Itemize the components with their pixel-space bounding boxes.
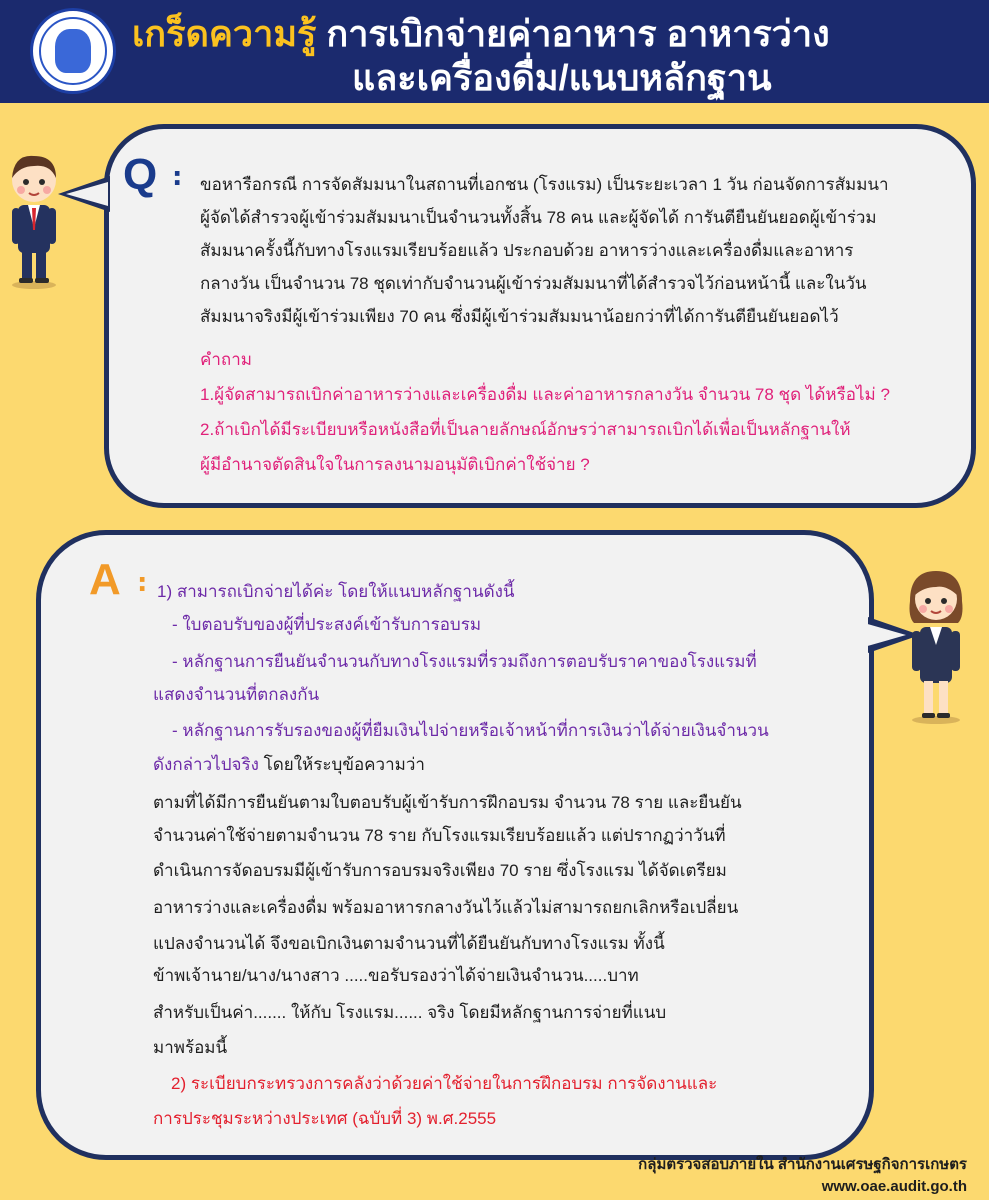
office-seal-logo [30,8,116,94]
question-label: Q [123,150,158,199]
answer-item-1: 1) สามารถเบิกจ่ายได้ค่ะ โดยให้แนบหลักฐานดังนี้ [157,582,515,601]
answer-evidence-2: - หลักฐานการยืนยันจำนวนกับทางโรงแรมที่รวมถึงการตอบรับราคาของโรงแรมที่ [172,652,757,671]
answer-statement-line-1: ตามที่ได้มีการยืนยันตามใบตอบรับผู้เข้ารับการฝึกอบรม จำนวน 78 ราย และยืนยัน [153,793,742,812]
seal-emblem [55,29,91,73]
answer-statement-line-7: สำหรับเป็นค่า....... ให้กับ โรงแรม...... จริง โดยมีหลักฐานการจ่ายที่แนบ [153,1003,667,1022]
answer-statement-line-3: ดำเนินการจัดอบรมมีผู้เข้ารับการอบรมจริงเพียง 70 ราย ซึ่งโรงแรม ได้จัดเตรียม [153,861,727,880]
question-bubble-tail-fill [66,182,108,206]
answer-statement-line-6: ข้าพเจ้านาย/นาง/นางสาว .....ขอรับรองว่าได้จ่ายเงินจำนวน.....บาท [153,966,639,985]
question-line-2: ผู้จัดได้สำรวจผู้เข้าร่วมสัมมนาเป็นจำนวนทั้งสิ้น 78 คน และผู้จัดได้ การันตียืนยันยอดผู้เข้าร่วม [200,208,877,227]
page-title-line2: และเครื่องดื่ม/แนบหลักฐาน [352,57,772,98]
title-keyword: เกร็ดความรู้ [132,13,317,54]
question-line-5: สัมมนาจริงมีผู้เข้าร่วมเพียง 70 คน ซึ่งมีผู้เข้าร่วมสัมมนาน้อยกว่าที่ได้การันตียืนยันยอดไว้ [200,307,839,326]
question-item-2: 2.ถ้าเบิกได้มีระเบียบหรือหนังสือที่เป็นลายลักษณ์อักษรว่าสามารถเบิกได้เพื่อเป็นหลักฐานให้ [200,420,851,439]
answer-label: A [89,555,121,604]
question-line-3: สัมมนาครั้งนี้กับทางโรงแรมเรียบร้อยแล้ว ประกอบด้วย อาหารว่างและเครื่องดื่มและอาหาร [200,241,854,260]
page-title [132,12,972,56]
question-item-2-cont: ผู้มีอำนาจตัดสินใจในการลงนามอนุมัติเบิกค่าใช้จ่าย ? [200,455,590,474]
answer-bubble-tail-fill [864,623,906,647]
question-line-4: กลางวัน เป็นจำนวน 78 ชุดเท่ากับจำนวนผู้เข้าร่วมสัมมนาที่ได้สำรวจไว้ก่อนหน้านี้ และในวัน [200,274,867,293]
answer-regulation-line-2: การประชุมระหว่างประเทศ (ฉบับที่ 3) พ.ศ.2555 [153,1109,497,1128]
answer-evidence-3-end: ดังกล่าวไปจริง [153,755,259,774]
answer-statement-line-8: มาพร้อมนี้ [153,1038,228,1057]
businessman-character-icon [4,150,64,290]
question-item-1: 1.ผู้จัดสามารถเบิกค่าอาหารว่างและเครื่องดื่ม และค่าอาหารกลางวัน จำนวน 78 ชุด ได้หรือไม่ ? [200,385,890,404]
answer-statement-line-4: อาหารว่างและเครื่องดื่ม พร้อมอาหารกลางวันไว้แล้วไม่สามารถยกเลิกหรือเปลี่ยน [153,898,739,917]
footer-website-link[interactable]: www.oae.audit.go.th [821,1178,967,1195]
question-colon: : [172,162,183,192]
answer-regulation-line-1: 2) ระเบียบกระทรวงการคลังว่าด้วยค่าใช้จ่ายในการฝึกอบรม การจัดงานและ [171,1074,718,1093]
answer-statement-line-2: จำนวนค่าใช้จ่ายตามจำนวน 78 ราย กับโรงแรมเรียบร้อยแล้ว แต่ปรากฏว่าวันที่ [153,826,726,845]
footer-organization: กลุ่มตรวจสอบภายใน สำนักงานเศรษฐกิจการเกษตร [638,1156,967,1173]
question-line-1: ขอหารือกรณี การจัดสัมมนาในสถานที่เอกชน (โรงแรม) เป็นระยะเวลา 1 วัน ก่อนจัดการสัมมนา [200,175,889,194]
title-main: การเบิกจ่ายค่าอาหาร อาหารว่าง [326,13,830,54]
answer-statement-line-5: แปลงจำนวนได้ จึงขอเบิกเงินตามจำนวนที่ได้ยืนยันกับทางโรงแรม ทั้งนี้ [153,934,665,953]
businesswoman-character-icon [902,565,970,725]
answer-evidence-3-cont [153,750,425,780]
answer-evidence-2-cont: แสดงจำนวนที่ตกลงกัน [153,685,320,704]
answer-colon: : [137,568,148,598]
answer-instruction: โดยให้ระบุข้อความว่า [263,755,425,774]
question-heading: คำถาม [200,350,252,369]
header-banner [0,0,989,103]
answer-evidence-3: - หลักฐานการรับรองของผู้ที่ยืมเงินไปจ่ายหรือเจ้าหน้าที่การเงินว่าได้จ่ายเงินจำนวน [172,721,769,740]
answer-evidence-1: - ใบตอบรับของผู้ที่ประสงค์เข้ารับการอบรม [172,615,482,634]
